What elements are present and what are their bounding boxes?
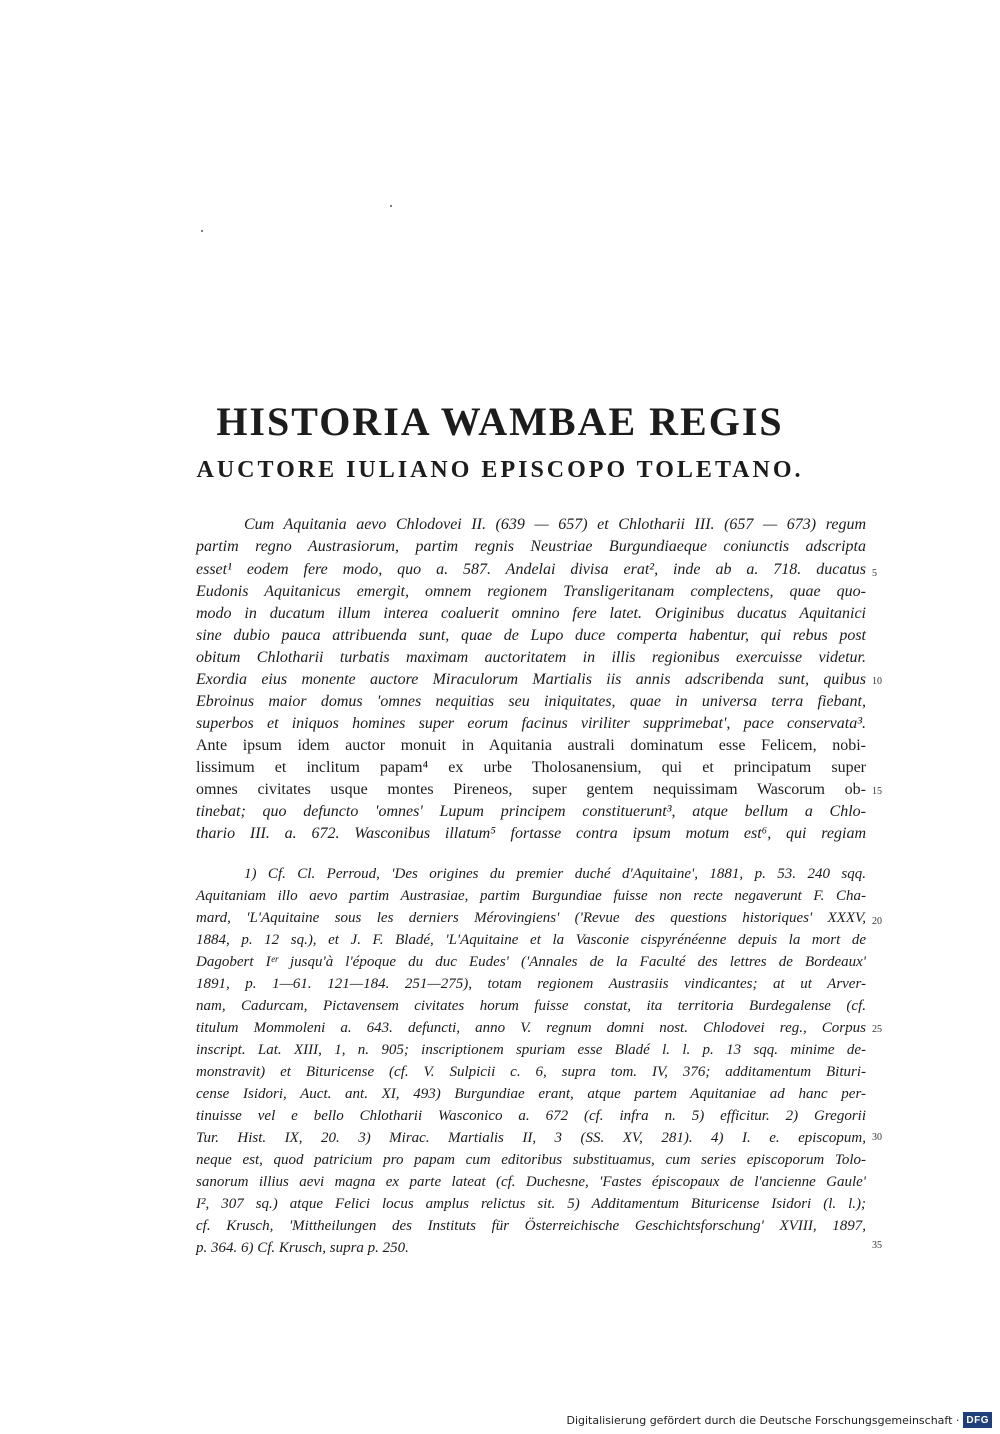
footnote-line: p. 364. 6) Cf. Krusch, supra p. 250. [196, 1240, 409, 1256]
page-subtitle: AUCTORE IULIANO EPISCOPO TOLETANO. [196, 457, 804, 483]
line-number: 5 [872, 568, 877, 579]
footnote-line: nam, Cadurcam, Pictavensem civitates horum fuisse constat, ita territoria Burdegalense (cf. [196, 998, 866, 1014]
body-line: tinebat; quo defuncto 'omnes' Lupum principem constituerunt³, atque bellum a Chlo- [196, 803, 866, 820]
line-number: 25 [872, 1024, 882, 1035]
footnote-line: tinuisse vel e bello Chlotharii Wasconico a. 672 (cf. infra n. 5) efficitur. 2) Gregorii [196, 1108, 866, 1124]
footnote-line: cense Isidori, Auct. ant. XI, 493) Burgundiae erant, atque partem Aquitaniae ad hanc per- [196, 1086, 866, 1102]
footnote-line: neque est, quod patricium pro papam cum editoribus substituamus, cum series episcoporum Tolo- [196, 1152, 866, 1168]
footnote-line: 1) Cf. Cl. Perroud, 'Des origines du premier duché d'Aquitaine', 1881, p. 53. 240 sqq. [244, 866, 866, 882]
digitization-credit [566, 1409, 992, 1431]
footnote-line: monstravit) et Bituricense (cf. V. Sulpicii c. 6, supra tom. IV, 376; additamentum Bituri- [196, 1064, 866, 1080]
body-line: Exordia eius monente auctore Miraculorum Martialis iis annis adscribenda sunt, quibus [196, 671, 866, 688]
footnote-line: Dagobert Iᵉʳ jusqu'à l'époque du duc Eudes' ('Annales de la Faculté des lettres de Bordeaux' [196, 954, 866, 970]
scan-speck [201, 230, 203, 232]
body-line: lissimum et inclitum papam⁴ ex urbe Tholosanensium, qui et principatum super [196, 759, 866, 776]
credit-text: Digitalisierung gefördert durch die Deutsche Forschungsgemeinschaft · [566, 1413, 960, 1427]
footnote-line: Tur. Hist. IX, 20. 3) Mirac. Martialis II, 3 (SS. XV, 281). 4) I. e. episcopum, [196, 1130, 866, 1146]
body-line: Cum Aquitania aevo Chlodovei II. (639 — 657) et Chlotharii III. (657 — 673) regum [244, 516, 866, 533]
footnote-line: I², 307 sq.) atque Felici locus amplus relictus sit. 5) Additamentum Bituricense Isidori (l. l.); [196, 1196, 866, 1212]
page-title: HISTORIA WAMBAE REGIS [216, 399, 784, 444]
scan-speck [390, 205, 392, 207]
line-number: 20 [872, 916, 882, 927]
footnote-line: cf. Krusch, 'Mittheilungen des Instituts für Österreichische Geschichtsforschung' XVIII, 1897, [196, 1218, 866, 1234]
body-line: Ebroinus maior domus 'omnes nequitias seu iniquitates, quae in universa terra fiebant, [196, 693, 866, 710]
dfg-logo: DFG [963, 1412, 992, 1428]
footnote-line: inscript. Lat. XIII, 1, n. 905; inscriptionem spuriam esse Bladé l. l. p. 13 sqq. minime de- [196, 1042, 866, 1058]
footnote-line: mard, 'L'Aquitaine sous les derniers Mérovingiens' ('Revue des questions historiques' XXXV, [196, 910, 866, 926]
footnote-line: 1884, p. 12 sq.), et J. F. Bladé, 'L'Aquitaine et la Vasconie cispyrénéenne depuis la mort de [196, 932, 866, 948]
line-number: 10 [872, 676, 882, 687]
line-number: 35 [872, 1240, 882, 1251]
footnote-line: sanorum illius aevi magna ex parte lateat (cf. Duchesne, 'Fastes épiscopaux de l'ancienne Gaule' [196, 1174, 866, 1190]
body-line: Ante ipsum idem auctor monuit in Aquitania australi dominatum esse Felicem, nobi- [196, 737, 866, 754]
body-line: obitum Chlotharii turbatis maximam auctoritatem in illis regionibus exercuisse videtur. [196, 649, 866, 666]
body-line: esset¹ eodem fere modo, quo a. 587. Andelai divisa erat², inde ab a. 718. ducatus [196, 561, 866, 578]
body-line: modo in ducatum illum interea coaluerit omnino fere latet. Originibus ducatus Aquitanici [196, 605, 866, 622]
footnote-line: 1891, p. 1—61. 121—184. 251—275), totam regionem Austrasiis vindicantes; at ut Arver- [196, 976, 866, 992]
body-line: thario III. a. 672. Wasconibus illatum⁵ fortasse contra ipsum motum est⁶, qui regiam [196, 825, 866, 842]
footnote-line: Aquitaniam illo aevo partim Austrasiae, partim Burgundiae fuisse non recte negaverunt F. Cha- [196, 888, 866, 904]
body-line: Eudonis Aquitanicus emergit, omnem regionem Transligeritanam complectens, quae quo- [196, 583, 866, 600]
body-line: sine dubio pauca attribuenda sunt, quae de Lupo duce comperta habentur, qui rebus post [196, 627, 866, 644]
body-line: partim regno Austrasiorum, partim regnis Neustriae Burgundiaeque coniunctis adscripta [196, 538, 866, 555]
line-number: 15 [872, 786, 882, 797]
body-line: omnes civitates usque montes Pireneos, super gentem nequissimam Wascorum ob- [196, 781, 866, 798]
footnote-line: titulum Mommoleni a. 643. defuncti, anno V. regnum domni nost. Chlodovei reg., Corpus [196, 1020, 866, 1036]
body-line: superbos et iniquos homines super eorum facinus viriliter supprimebat', pace conservata³. [196, 715, 866, 732]
line-number: 30 [872, 1132, 882, 1143]
